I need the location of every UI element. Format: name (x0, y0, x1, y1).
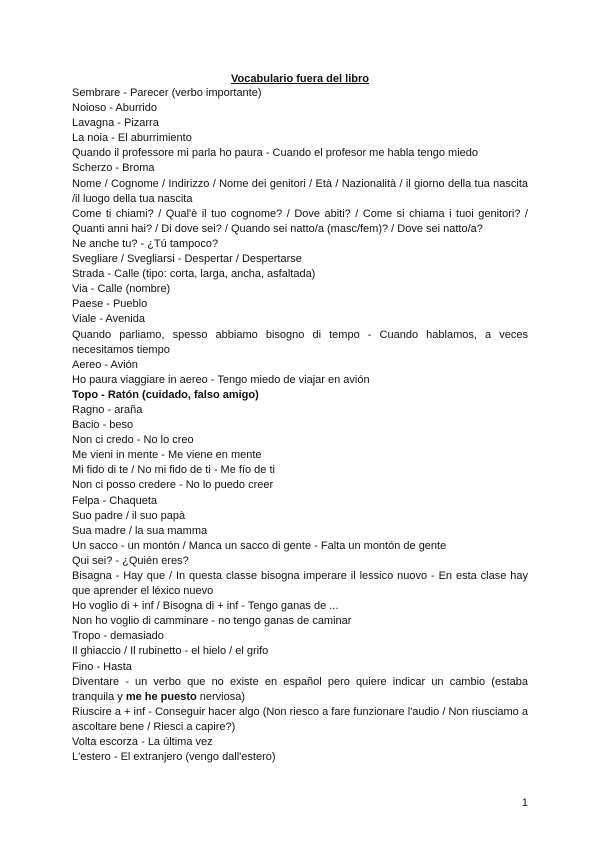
vocab-line-bold-segment: me he puesto (125, 690, 197, 703)
vocab-line: Me vieni in mente - Me viene en mente (72, 449, 262, 462)
vocab-line: Ragno - araña (72, 403, 143, 416)
vocab-line: Non ho voglio di camminare - no tengo ganas de caminar (72, 615, 352, 628)
vocab-line: Un sacco - un montón / Manca un sacco di gente - Falta un montón de gente (72, 539, 447, 552)
vocab-line: Il ghiaccio / Il rubinetto - el hielo / el grifo (72, 645, 269, 658)
vocab-line: Felpa - Chaqueta (72, 494, 157, 507)
vocab-line: Non ci credo - No lo creo (72, 434, 194, 447)
vocab-line: Sua madre / la sua mamma (72, 524, 208, 537)
vocab-line: Lavagna - Pizarra (72, 117, 159, 130)
vocab-line: Tropo - demasiado (72, 630, 164, 643)
vocab-line: Ho voglio di + inf / Bisogna di + inf - Tengo ganas de ... (72, 600, 339, 613)
vocab-line: Noioso - Aburrido (72, 102, 157, 115)
vocab-line: Riuscire a + inf - Conseguir hacer algo (Non riesco a fare funzionare l'audio / Non riusciamo a ascoltare bene / Riesci a capire?) (72, 705, 528, 733)
vocab-line: Strada - Calle (tipo: corta, larga, ancha, asfaltada) (72, 268, 316, 281)
vocab-line: Viale - Avenida (72, 313, 145, 326)
vocab-line: Bisagna - Hay que / In questa classe bisogna imperare il lessico nuovo - En esta clase hay que aprender el léxico nuevo (72, 570, 528, 598)
vocab-line: Quando il professore mi parla ho paura - Cuando el profesor me habla tengo miedo (72, 147, 479, 160)
vocab-line: Aereo - Avión (72, 358, 138, 371)
vocab-line: Suo padre / il suo papà (72, 509, 186, 522)
vocab-line: Non ci posso credere - No lo puedo creer (72, 479, 274, 492)
vocab-line: Nome / Cognome / Indirizzo / Nome dei genitori / Età / Nazionalità / il giorno della tua nascita /il luogo della tua nascita (72, 177, 528, 205)
vocab-line: Qui sei? - ¿Quién eres? (72, 554, 189, 567)
vocab-line: Via - Calle (nombre) (72, 283, 171, 296)
vocab-line (72, 675, 528, 705)
vocab-line: Come ti chiami? / Qual'è il tuo cognome? / Dove abiti? / Come si chiama i tuoi genitori? / Quanti anni hai? / Di dove sei? / Quando sei natto/a (masc/fem)? / Dove sei natto/a? (72, 207, 528, 235)
vocab-line: L'estero - El extranjero (vengo dall'estero) (72, 751, 276, 764)
vocab-line: Mi fido di te / No mi fido de ti - Me fío de ti (72, 464, 275, 477)
document-title: Vocabulario fuera del libro (231, 73, 369, 85)
vocab-line: Ho paura viaggiare in aereo - Tengo miedo de viajar en avión (72, 373, 370, 386)
vocab-line: Paese - Pueblo (72, 298, 148, 311)
vocab-line: Fino - Hasta (72, 660, 132, 673)
vocab-line: Sembrare - Parecer (verbo importante) (72, 87, 262, 99)
vocab-line: Scherzo - Broma (72, 162, 155, 175)
vocab-line: Quando parliamo, spesso abbiamo bisogno di tempo - Cuando hablamos, a veces necesitamos tiempo (72, 328, 528, 356)
vocab-line: Svegliare / Svegliarsi - Despertar / Despertarse (72, 253, 302, 266)
vocab-line: Topo - Ratón (cuidado, falso amigo) (72, 388, 259, 401)
vocab-line: Ne anche tu? - ¿Tú tampoco? (72, 237, 219, 250)
vocabulary-list (72, 86, 528, 765)
vocab-line: Volta escorza - La última vez (72, 736, 213, 749)
vocab-line: Bacio - beso (72, 419, 134, 432)
vocab-line-segment: nerviosa) (196, 690, 246, 703)
vocab-line-segment: Diventare - un verbo que no existe en español pero quiere indicar un cambio (estaba tranquila y (72, 675, 528, 703)
page-number: 1 (521, 797, 528, 809)
vocab-line: La noia - El aburrimiento (72, 132, 192, 145)
